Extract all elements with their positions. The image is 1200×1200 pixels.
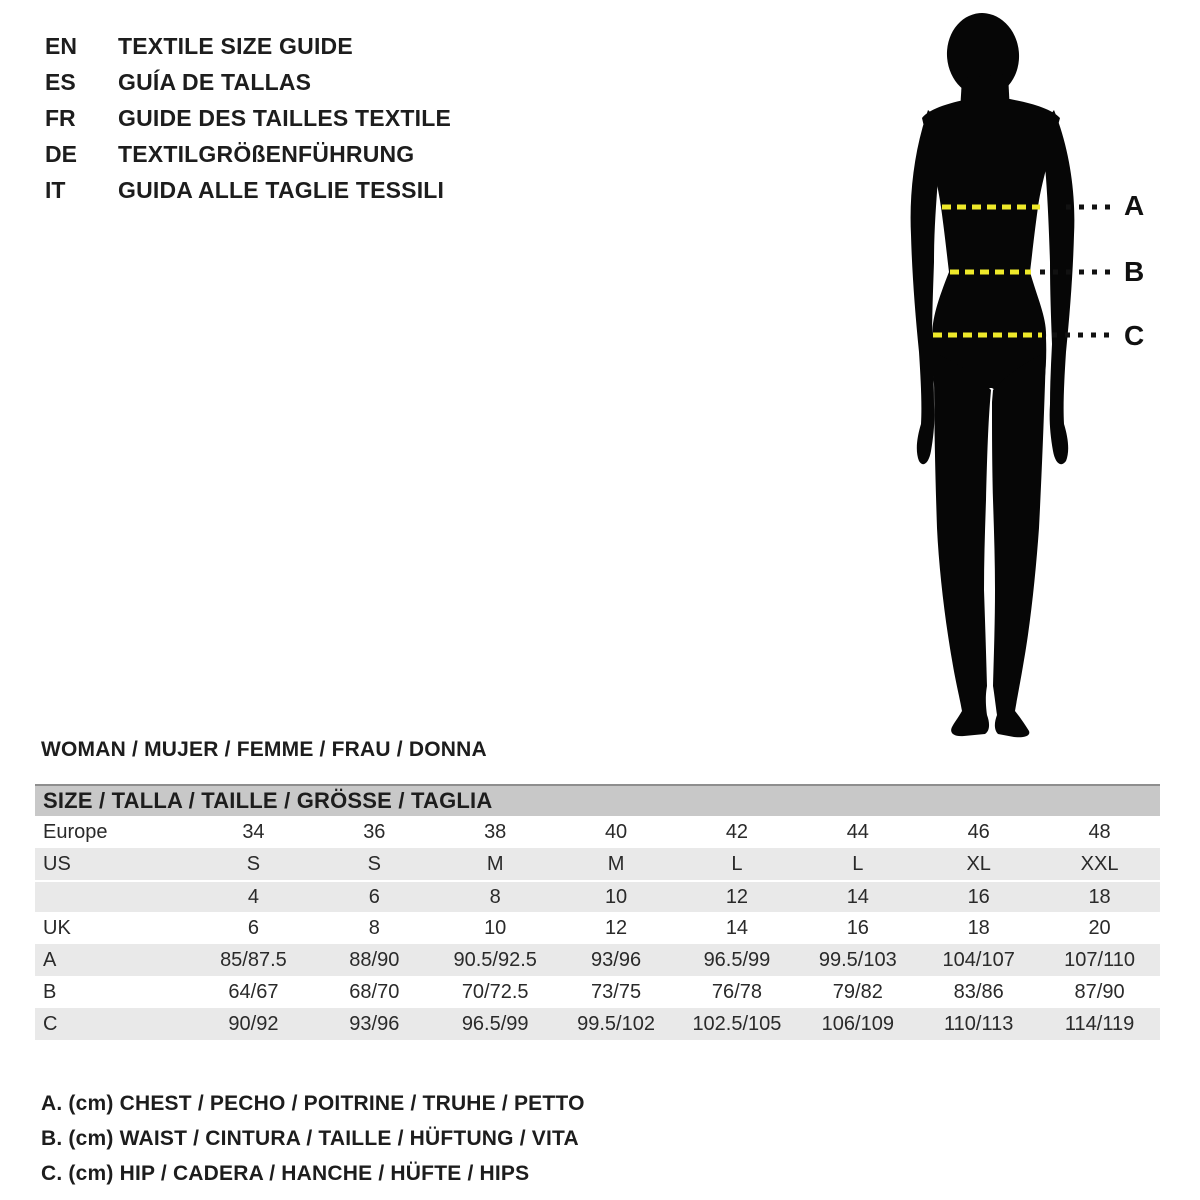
table-cell: 88/90: [349, 948, 400, 971]
language-list: [45, 28, 451, 208]
table-cell: 34: [242, 820, 265, 843]
table-cell: 73/75: [591, 980, 642, 1003]
table-cell: 70/72.5: [461, 980, 529, 1003]
table-cell: 106/109: [821, 1012, 894, 1035]
language-row: [45, 100, 451, 136]
table-cell: 6: [368, 885, 380, 908]
table-cell: 10: [604, 885, 628, 908]
measurement-legend: [41, 1092, 585, 1197]
table-cell: 93/96: [349, 1012, 400, 1035]
legend-waist: B. (cm) WAIST / CINTURA / TAILLE / HÜFTUNG / VITA: [41, 1127, 579, 1150]
table-cell: 44: [846, 820, 869, 843]
table-cell: XL: [966, 852, 991, 875]
table-cell: 93/96: [591, 948, 642, 971]
table-row-us-letter: [35, 848, 1160, 880]
table-cell: 14: [846, 885, 869, 908]
language-code: IT: [45, 176, 66, 203]
table-cell: 18: [967, 916, 990, 939]
table-cell: 12: [604, 916, 628, 939]
table-cell: 90.5/92.5: [453, 948, 537, 971]
measure-label-c: C: [1124, 320, 1145, 351]
table-cell: 79/82: [832, 980, 883, 1003]
table-cell: M: [607, 852, 625, 875]
table-cell: 114/119: [1064, 1012, 1135, 1035]
language-title: GUIDA ALLE TAGLIE TESSILI: [118, 176, 445, 203]
table-row-waist: [35, 976, 1160, 1008]
table-cell: 6: [247, 916, 259, 939]
table-cell: 96.5/99: [461, 1012, 529, 1035]
legend-chest: A. (cm) CHEST / PECHO / POITRINE / TRUHE / PETTO: [41, 1092, 585, 1115]
table-cell: 102.5/105: [692, 1012, 782, 1035]
gender-heading: WOMAN / MUJER / FEMME / FRAU / DONNA: [41, 738, 487, 761]
table-cell: 85/87.5: [220, 948, 287, 971]
row-label: B: [43, 980, 57, 1003]
table-cell: 107/110: [1064, 948, 1135, 971]
table-cell: 83/86: [953, 980, 1004, 1003]
woman-silhouette: [911, 10, 1075, 737]
row-label: A: [43, 948, 57, 971]
language-title: TEXTILE SIZE GUIDE: [118, 32, 353, 59]
table-cell: 16: [846, 916, 869, 939]
table-cell: 110/113: [944, 1012, 1014, 1035]
table-cell: 76/78: [711, 980, 762, 1003]
language-row: [45, 64, 451, 100]
table-cell: 10: [484, 916, 507, 939]
language-code: EN: [45, 32, 77, 59]
table-cell: 48: [1088, 820, 1111, 843]
table-cell: 96.5/99: [703, 948, 771, 971]
table-row-uk: [35, 912, 1160, 944]
table-cell: 16: [967, 885, 990, 908]
language-title: GUÍA DE TALLAS: [118, 68, 312, 95]
table-cell: 4: [247, 885, 259, 908]
table-cell: S: [246, 852, 261, 875]
language-code: ES: [45, 68, 76, 95]
table-cell: 8: [368, 916, 380, 939]
table-cell: L: [731, 852, 743, 875]
table-cell: 8: [489, 885, 501, 908]
language-row: [45, 28, 451, 64]
table-cell: 46: [967, 820, 990, 843]
table-cell: M: [486, 852, 504, 875]
table-cell: 14: [725, 916, 749, 939]
size-figure: [890, 0, 1200, 740]
table-cell: L: [852, 852, 864, 875]
size-table-header: SIZE / TALLA / TAILLE / GRÖSSE / TAGLIA: [35, 784, 1160, 816]
table-cell: 12: [725, 885, 749, 908]
language-title: GUIDE DES TAILLES TEXTILE: [118, 104, 451, 131]
table-row-hip: [35, 1008, 1160, 1040]
table-cell: S: [367, 852, 381, 875]
table-cell: 20: [1088, 916, 1111, 939]
measure-label-b: B: [1124, 256, 1145, 287]
language-row: [45, 136, 451, 172]
woman-silhouette-svg: [890, 0, 1200, 740]
table-cell: XXL: [1080, 852, 1119, 875]
table-cell: 18: [1088, 885, 1111, 908]
table-cell: 64/67: [228, 980, 279, 1003]
table-row-us-numeric: [35, 880, 1160, 912]
table-cell: 90/92: [228, 1012, 279, 1035]
row-label: US: [43, 852, 71, 875]
table-cell: 99.5/102: [577, 1012, 655, 1035]
measure-label-a: A: [1124, 190, 1145, 221]
language-code: DE: [45, 140, 77, 167]
row-label: C: [43, 1012, 58, 1035]
language-row: [45, 172, 451, 208]
table-cell: 68/70: [349, 980, 400, 1003]
row-label: Europe: [43, 820, 108, 843]
table-cell: 99.5/103: [818, 948, 897, 971]
language-title: TEXTILGRÖßENFÜHRUNG: [118, 140, 415, 167]
row-label: UK: [43, 916, 71, 939]
legend-hip: C. (cm) HIP / CADERA / HANCHE / HÜFTE / HIPS: [41, 1162, 530, 1185]
size-table: [35, 784, 1160, 1040]
table-cell: 36: [363, 820, 386, 843]
language-code: FR: [45, 104, 76, 131]
table-cell: 42: [725, 820, 749, 843]
table-cell: 104/107: [942, 948, 1015, 971]
table-cell: 38: [484, 820, 507, 843]
table-cell: 40: [604, 820, 628, 843]
table-cell: 87/90: [1074, 980, 1125, 1003]
table-row-europe: [35, 816, 1160, 848]
table-row-chest: [35, 944, 1160, 976]
